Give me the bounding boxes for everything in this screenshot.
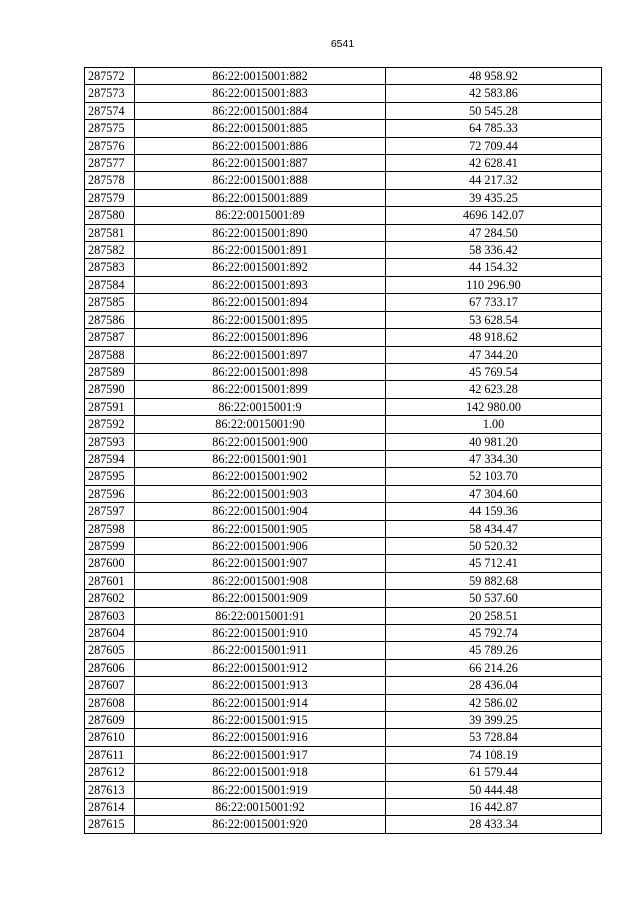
cadastral-value-cell: 45 769.54 <box>386 363 602 380</box>
table-row <box>85 764 602 781</box>
cadastral-number-cell: 86:22:0015001:915 <box>135 712 386 729</box>
table-row <box>85 68 602 85</box>
table-row <box>85 485 602 502</box>
cadastral-number-cell: 86:22:0015001:917 <box>135 746 386 763</box>
record-number-cell: 287597 <box>85 503 135 520</box>
cadastral-value-cell: 28 433.34 <box>386 816 602 833</box>
record-number-cell: 287594 <box>85 450 135 467</box>
record-number-cell: 287598 <box>85 520 135 537</box>
record-number-cell: 287582 <box>85 242 135 259</box>
cadastral-value-cell: 48 958.92 <box>386 68 602 85</box>
table-row <box>85 224 602 241</box>
cadastral-value-cell: 42 586.02 <box>386 694 602 711</box>
cadastral-value-cell: 58 434.47 <box>386 520 602 537</box>
cadastral-number-cell: 86:22:0015001:904 <box>135 503 386 520</box>
cadastral-value-cell: 1.00 <box>386 416 602 433</box>
cadastral-value-cell: 61 579.44 <box>386 764 602 781</box>
cadastral-number-cell: 86:22:0015001:90 <box>135 416 386 433</box>
cadastral-value-cell: 52 103.70 <box>386 468 602 485</box>
cadastral-number-cell: 86:22:0015001:92 <box>135 799 386 816</box>
record-number-cell: 287609 <box>85 712 135 729</box>
cadastral-value-cell: 40 981.20 <box>386 433 602 450</box>
cadastral-value-cell: 47 344.20 <box>386 346 602 363</box>
cadastral-value-cell: 39 399.25 <box>386 712 602 729</box>
cadastral-number-cell: 86:22:0015001:887 <box>135 155 386 172</box>
cadastral-value-table <box>84 67 602 834</box>
record-number-cell: 287572 <box>85 68 135 85</box>
table-row <box>85 816 602 833</box>
cadastral-number-cell: 86:22:0015001:901 <box>135 450 386 467</box>
table-row <box>85 276 602 293</box>
table-row <box>85 381 602 398</box>
table-row <box>85 468 602 485</box>
table-row <box>85 746 602 763</box>
table-row <box>85 520 602 537</box>
cadastral-value-cell: 110 296.90 <box>386 276 602 293</box>
cadastral-value-cell: 45 789.26 <box>386 642 602 659</box>
table-row <box>85 172 602 189</box>
cadastral-number-cell: 86:22:0015001:907 <box>135 555 386 572</box>
record-number-cell: 287606 <box>85 659 135 676</box>
cadastral-number-cell: 86:22:0015001:892 <box>135 259 386 276</box>
table-row <box>85 155 602 172</box>
cadastral-value-cell: 67 733.17 <box>386 294 602 311</box>
cadastral-number-cell: 86:22:0015001:894 <box>135 294 386 311</box>
record-number-cell: 287588 <box>85 346 135 363</box>
cadastral-value-cell: 48 918.62 <box>386 329 602 346</box>
table-row <box>85 555 602 572</box>
record-number-cell: 287575 <box>85 120 135 137</box>
record-number-cell: 287576 <box>85 137 135 154</box>
cadastral-number-cell: 86:22:0015001:918 <box>135 764 386 781</box>
record-number-cell: 287577 <box>85 155 135 172</box>
cadastral-value-cell: 45 792.74 <box>386 625 602 642</box>
table-row <box>85 503 602 520</box>
table-row <box>85 694 602 711</box>
cadastral-number-cell: 86:22:0015001:908 <box>135 572 386 589</box>
table-row <box>85 259 602 276</box>
cadastral-number-cell: 86:22:0015001:9 <box>135 398 386 415</box>
record-number-cell: 287596 <box>85 485 135 502</box>
table-row <box>85 450 602 467</box>
table-row <box>85 120 602 137</box>
record-number-cell: 287612 <box>85 764 135 781</box>
cadastral-number-cell: 86:22:0015001:913 <box>135 677 386 694</box>
cadastral-number-cell: 86:22:0015001:890 <box>135 224 386 241</box>
cadastral-value-cell: 44 159.36 <box>386 503 602 520</box>
cadastral-number-cell: 86:22:0015001:900 <box>135 433 386 450</box>
table-row <box>85 625 602 642</box>
cadastral-value-cell: 47 284.50 <box>386 224 602 241</box>
record-number-cell: 287593 <box>85 433 135 450</box>
table-row <box>85 642 602 659</box>
cadastral-value-cell: 50 537.60 <box>386 590 602 607</box>
table-row <box>85 712 602 729</box>
cadastral-value-cell: 50 444.48 <box>386 781 602 798</box>
table-body <box>85 68 602 834</box>
cadastral-value-cell: 59 882.68 <box>386 572 602 589</box>
record-number-cell: 287605 <box>85 642 135 659</box>
cadastral-value-cell: 53 728.84 <box>386 729 602 746</box>
cadastral-value-cell: 42 623.28 <box>386 381 602 398</box>
record-number-cell: 287589 <box>85 363 135 380</box>
record-number-cell: 287590 <box>85 381 135 398</box>
table-row <box>85 677 602 694</box>
record-number-cell: 287610 <box>85 729 135 746</box>
cadastral-number-cell: 86:22:0015001:91 <box>135 607 386 624</box>
record-number-cell: 287604 <box>85 625 135 642</box>
cadastral-value-cell: 50 520.32 <box>386 537 602 554</box>
record-number-cell: 287603 <box>85 607 135 624</box>
record-number-cell: 287584 <box>85 276 135 293</box>
table-row <box>85 207 602 224</box>
cadastral-value-cell: 42 583.86 <box>386 85 602 102</box>
cadastral-number-cell: 86:22:0015001:914 <box>135 694 386 711</box>
record-number-cell: 287579 <box>85 189 135 206</box>
cadastral-value-cell: 4696 142.07 <box>386 207 602 224</box>
cadastral-number-cell: 86:22:0015001:919 <box>135 781 386 798</box>
table-row <box>85 311 602 328</box>
record-number-cell: 287574 <box>85 102 135 119</box>
cadastral-number-cell: 86:22:0015001:905 <box>135 520 386 537</box>
cadastral-number-cell: 86:22:0015001:885 <box>135 120 386 137</box>
record-number-cell: 287614 <box>85 799 135 816</box>
table-row <box>85 85 602 102</box>
record-number-cell: 287581 <box>85 224 135 241</box>
cadastral-value-cell: 47 304.60 <box>386 485 602 502</box>
record-number-cell: 287592 <box>85 416 135 433</box>
record-number-cell: 287607 <box>85 677 135 694</box>
table-row <box>85 242 602 259</box>
record-number-cell: 287591 <box>85 398 135 415</box>
cadastral-number-cell: 86:22:0015001:916 <box>135 729 386 746</box>
cadastral-number-cell: 86:22:0015001:893 <box>135 276 386 293</box>
table-row <box>85 416 602 433</box>
cadastral-value-cell: 64 785.33 <box>386 120 602 137</box>
cadastral-value-cell: 44 217.32 <box>386 172 602 189</box>
cadastral-value-cell: 20 258.51 <box>386 607 602 624</box>
table-row <box>85 363 602 380</box>
cadastral-number-cell: 86:22:0015001:902 <box>135 468 386 485</box>
record-number-cell: 287585 <box>85 294 135 311</box>
record-number-cell: 287615 <box>85 816 135 833</box>
cadastral-number-cell: 86:22:0015001:912 <box>135 659 386 676</box>
cadastral-value-cell: 47 334.30 <box>386 450 602 467</box>
cadastral-value-cell: 42 628.41 <box>386 155 602 172</box>
cadastral-value-cell: 45 712.41 <box>386 555 602 572</box>
record-number-cell: 287608 <box>85 694 135 711</box>
record-number-cell: 287613 <box>85 781 135 798</box>
cadastral-value-cell: 74 108.19 <box>386 746 602 763</box>
record-number-cell: 287600 <box>85 555 135 572</box>
record-number-cell: 287611 <box>85 746 135 763</box>
table-row <box>85 294 602 311</box>
cadastral-number-cell: 86:22:0015001:891 <box>135 242 386 259</box>
table-row <box>85 537 602 554</box>
cadastral-number-cell: 86:22:0015001:911 <box>135 642 386 659</box>
record-number-cell: 287580 <box>85 207 135 224</box>
cadastral-number-cell: 86:22:0015001:886 <box>135 137 386 154</box>
table-row <box>85 572 602 589</box>
record-number-cell: 287578 <box>85 172 135 189</box>
table-row <box>85 729 602 746</box>
cadastral-number-cell: 86:22:0015001:895 <box>135 311 386 328</box>
cadastral-number-cell: 86:22:0015001:906 <box>135 537 386 554</box>
record-number-cell: 287601 <box>85 572 135 589</box>
cadastral-number-cell: 86:22:0015001:920 <box>135 816 386 833</box>
cadastral-number-cell: 86:22:0015001:898 <box>135 363 386 380</box>
table-row <box>85 659 602 676</box>
table-row <box>85 189 602 206</box>
cadastral-value-cell: 53 628.54 <box>386 311 602 328</box>
record-number-cell: 287587 <box>85 329 135 346</box>
cadastral-number-cell: 86:22:0015001:89 <box>135 207 386 224</box>
cadastral-value-cell: 16 442.87 <box>386 799 602 816</box>
table-row <box>85 799 602 816</box>
cadastral-number-cell: 86:22:0015001:903 <box>135 485 386 502</box>
table-row <box>85 607 602 624</box>
cadastral-number-cell: 86:22:0015001:888 <box>135 172 386 189</box>
cadastral-value-cell: 142 980.00 <box>386 398 602 415</box>
cadastral-number-cell: 86:22:0015001:883 <box>135 85 386 102</box>
table-row <box>85 329 602 346</box>
table-row <box>85 781 602 798</box>
table-row <box>85 102 602 119</box>
cadastral-value-cell: 58 336.42 <box>386 242 602 259</box>
cadastral-number-cell: 86:22:0015001:884 <box>135 102 386 119</box>
cadastral-number-cell: 86:22:0015001:896 <box>135 329 386 346</box>
cadastral-value-cell: 39 435.25 <box>386 189 602 206</box>
record-number-cell: 287595 <box>85 468 135 485</box>
record-number-cell: 287599 <box>85 537 135 554</box>
cadastral-number-cell: 86:22:0015001:882 <box>135 68 386 85</box>
record-number-cell: 287586 <box>85 311 135 328</box>
cadastral-value-cell: 44 154.32 <box>386 259 602 276</box>
record-number-cell: 287583 <box>85 259 135 276</box>
record-number-cell: 287573 <box>85 85 135 102</box>
cadastral-value-cell: 28 436.04 <box>386 677 602 694</box>
cadastral-number-cell: 86:22:0015001:910 <box>135 625 386 642</box>
cadastral-number-cell: 86:22:0015001:897 <box>135 346 386 363</box>
page-number: 6541 <box>330 38 355 50</box>
cadastral-number-cell: 86:22:0015001:909 <box>135 590 386 607</box>
table-row <box>85 346 602 363</box>
table-row <box>85 137 602 154</box>
table-row <box>85 433 602 450</box>
cadastral-number-cell: 86:22:0015001:899 <box>135 381 386 398</box>
record-number-cell: 287602 <box>85 590 135 607</box>
cadastral-value-cell: 72 709.44 <box>386 137 602 154</box>
table-row <box>85 590 602 607</box>
cadastral-value-cell: 66 214.26 <box>386 659 602 676</box>
cadastral-value-cell: 50 545.28 <box>386 102 602 119</box>
cadastral-number-cell: 86:22:0015001:889 <box>135 189 386 206</box>
table-row <box>85 398 602 415</box>
